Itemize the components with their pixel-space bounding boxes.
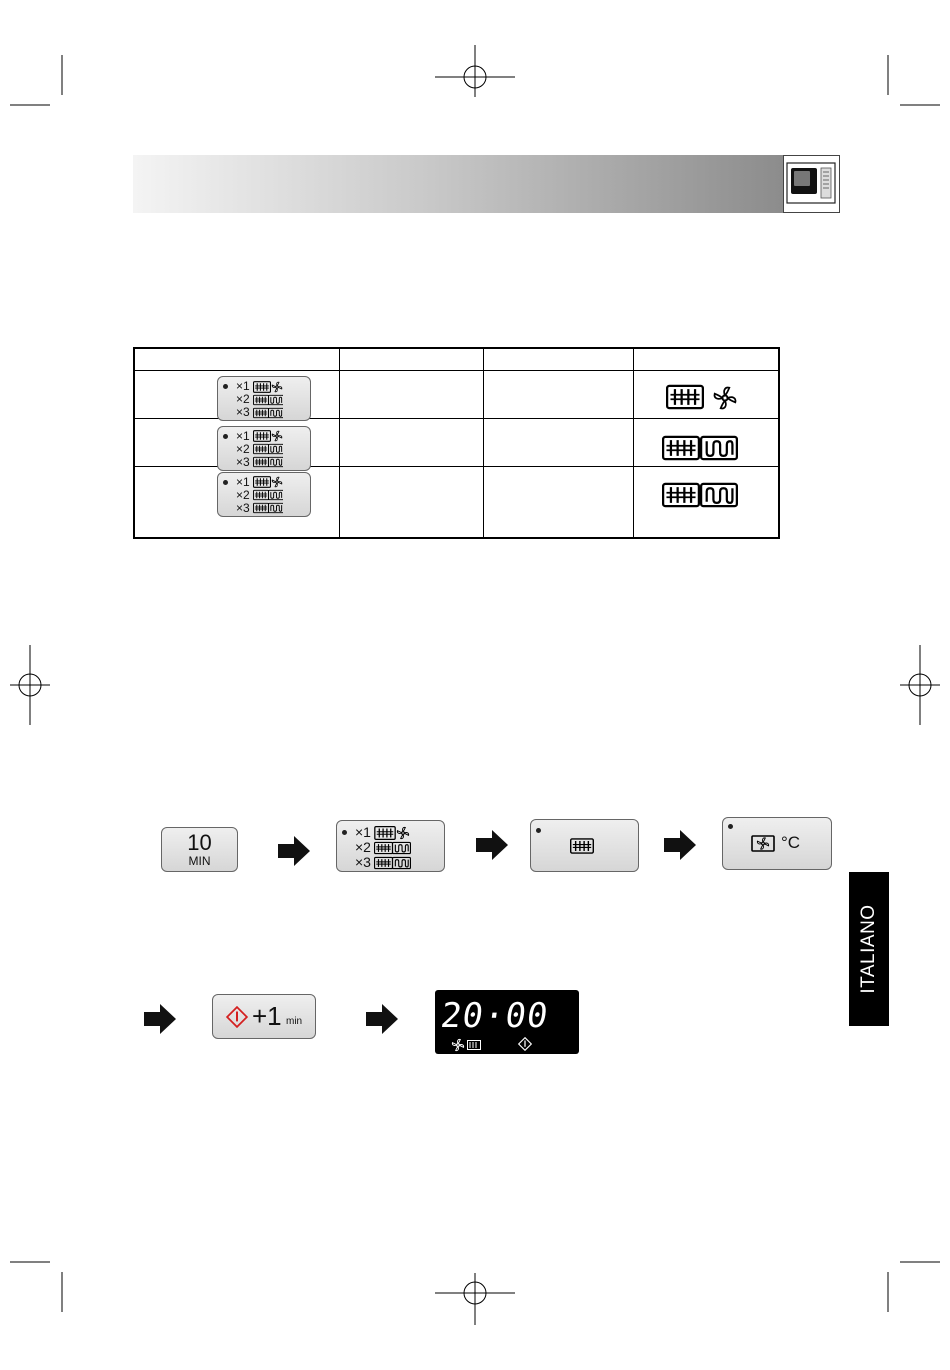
micro-grill-top-icon [253,489,283,501]
micro-grill-bottom-icon [253,502,283,514]
temperature-unit: °C [781,833,801,852]
indicator-dot [223,480,228,485]
indicator-dot [728,824,733,829]
table-header-cell [634,348,780,371]
arrow-right-icon [144,1004,176,1034]
convection-fan-icon [751,835,775,852]
micro-fan-icon [253,430,283,442]
key-unit: min [286,1016,303,1027]
microwave-key[interactable] [530,819,639,872]
micro-grill-bottom-icon [253,407,283,419]
key-line: ×2 [236,392,250,406]
key-line: ×2 [355,839,371,855]
micro-grill-top-icon [253,443,283,455]
key-line: ×2 [236,441,250,456]
micro-grill-bottom-icon [374,856,412,870]
microwave-icon [570,838,594,854]
key-line: ×1 [355,824,371,840]
table-cell-keypad [134,371,340,419]
mode-selector-key [217,376,311,421]
mode-indicator-icon [467,1040,481,1050]
table-cell [340,466,484,538]
key-line: ×2 [236,487,250,502]
table-header-cell [134,348,340,371]
language-label: ITALIANO [858,904,879,994]
table-cell-symbol [634,371,780,419]
indicator-dot [223,434,228,439]
table-cell [340,371,484,419]
table-cell-symbol [634,418,780,466]
key-line: ×3 [236,500,250,515]
key-label: +1 [252,1001,282,1031]
ten-min-key[interactable] [161,827,238,872]
key-line: ×1 [236,379,250,393]
table-cell [484,418,634,466]
start-plus-one-min-key[interactable] [212,994,316,1039]
key-line: ×3 [236,454,250,469]
indicator-dot [342,830,347,835]
table-cell-keypad [134,466,340,538]
table-header-cell [484,348,634,371]
header-band [133,155,783,213]
table-cell-symbol [634,466,780,538]
mode-table [133,347,780,539]
micro-grill-top-icon [374,841,412,855]
mode-selector-key[interactable] [336,820,445,872]
table-cell [484,466,634,538]
micro-fan-icon [374,826,412,840]
mode-selector-key [217,426,311,471]
key-line: ×1 [236,474,250,489]
display-time: 20·00 [438,996,552,1036]
arrow-right-icon [366,1004,398,1034]
key-line: ×3 [236,405,250,419]
key-line: ×3 [355,854,371,870]
micro-fan-icon [666,384,746,414]
start-icon [226,1006,248,1028]
micro-grill-top-icon [662,435,742,465]
table-cell [340,418,484,466]
key-line: ×1 [236,428,250,443]
key-number: 10 [187,830,212,855]
mode-selector-key [217,472,311,517]
table-cell-keypad [134,418,340,469]
language-tab [849,872,889,1026]
microwave-oven-icon [783,155,840,213]
micro-grill-top-icon [253,394,283,406]
convection-temp-key[interactable] [722,817,832,870]
micro-fan-icon [253,381,283,393]
table-cell [484,371,634,419]
indicator-dot [536,828,541,833]
micro-fan-icon [253,476,283,488]
start-indicator-icon [518,1037,532,1051]
arrow-right-icon [664,830,696,860]
micro-grill-bottom-icon [662,482,742,512]
arrow-right-icon [278,836,310,866]
key-unit: MIN [188,854,211,868]
fan-icon [451,1038,467,1052]
table-header-cell [340,348,484,371]
oven-display [435,990,579,1054]
arrow-right-icon [476,830,508,860]
indicator-dot [223,384,228,389]
